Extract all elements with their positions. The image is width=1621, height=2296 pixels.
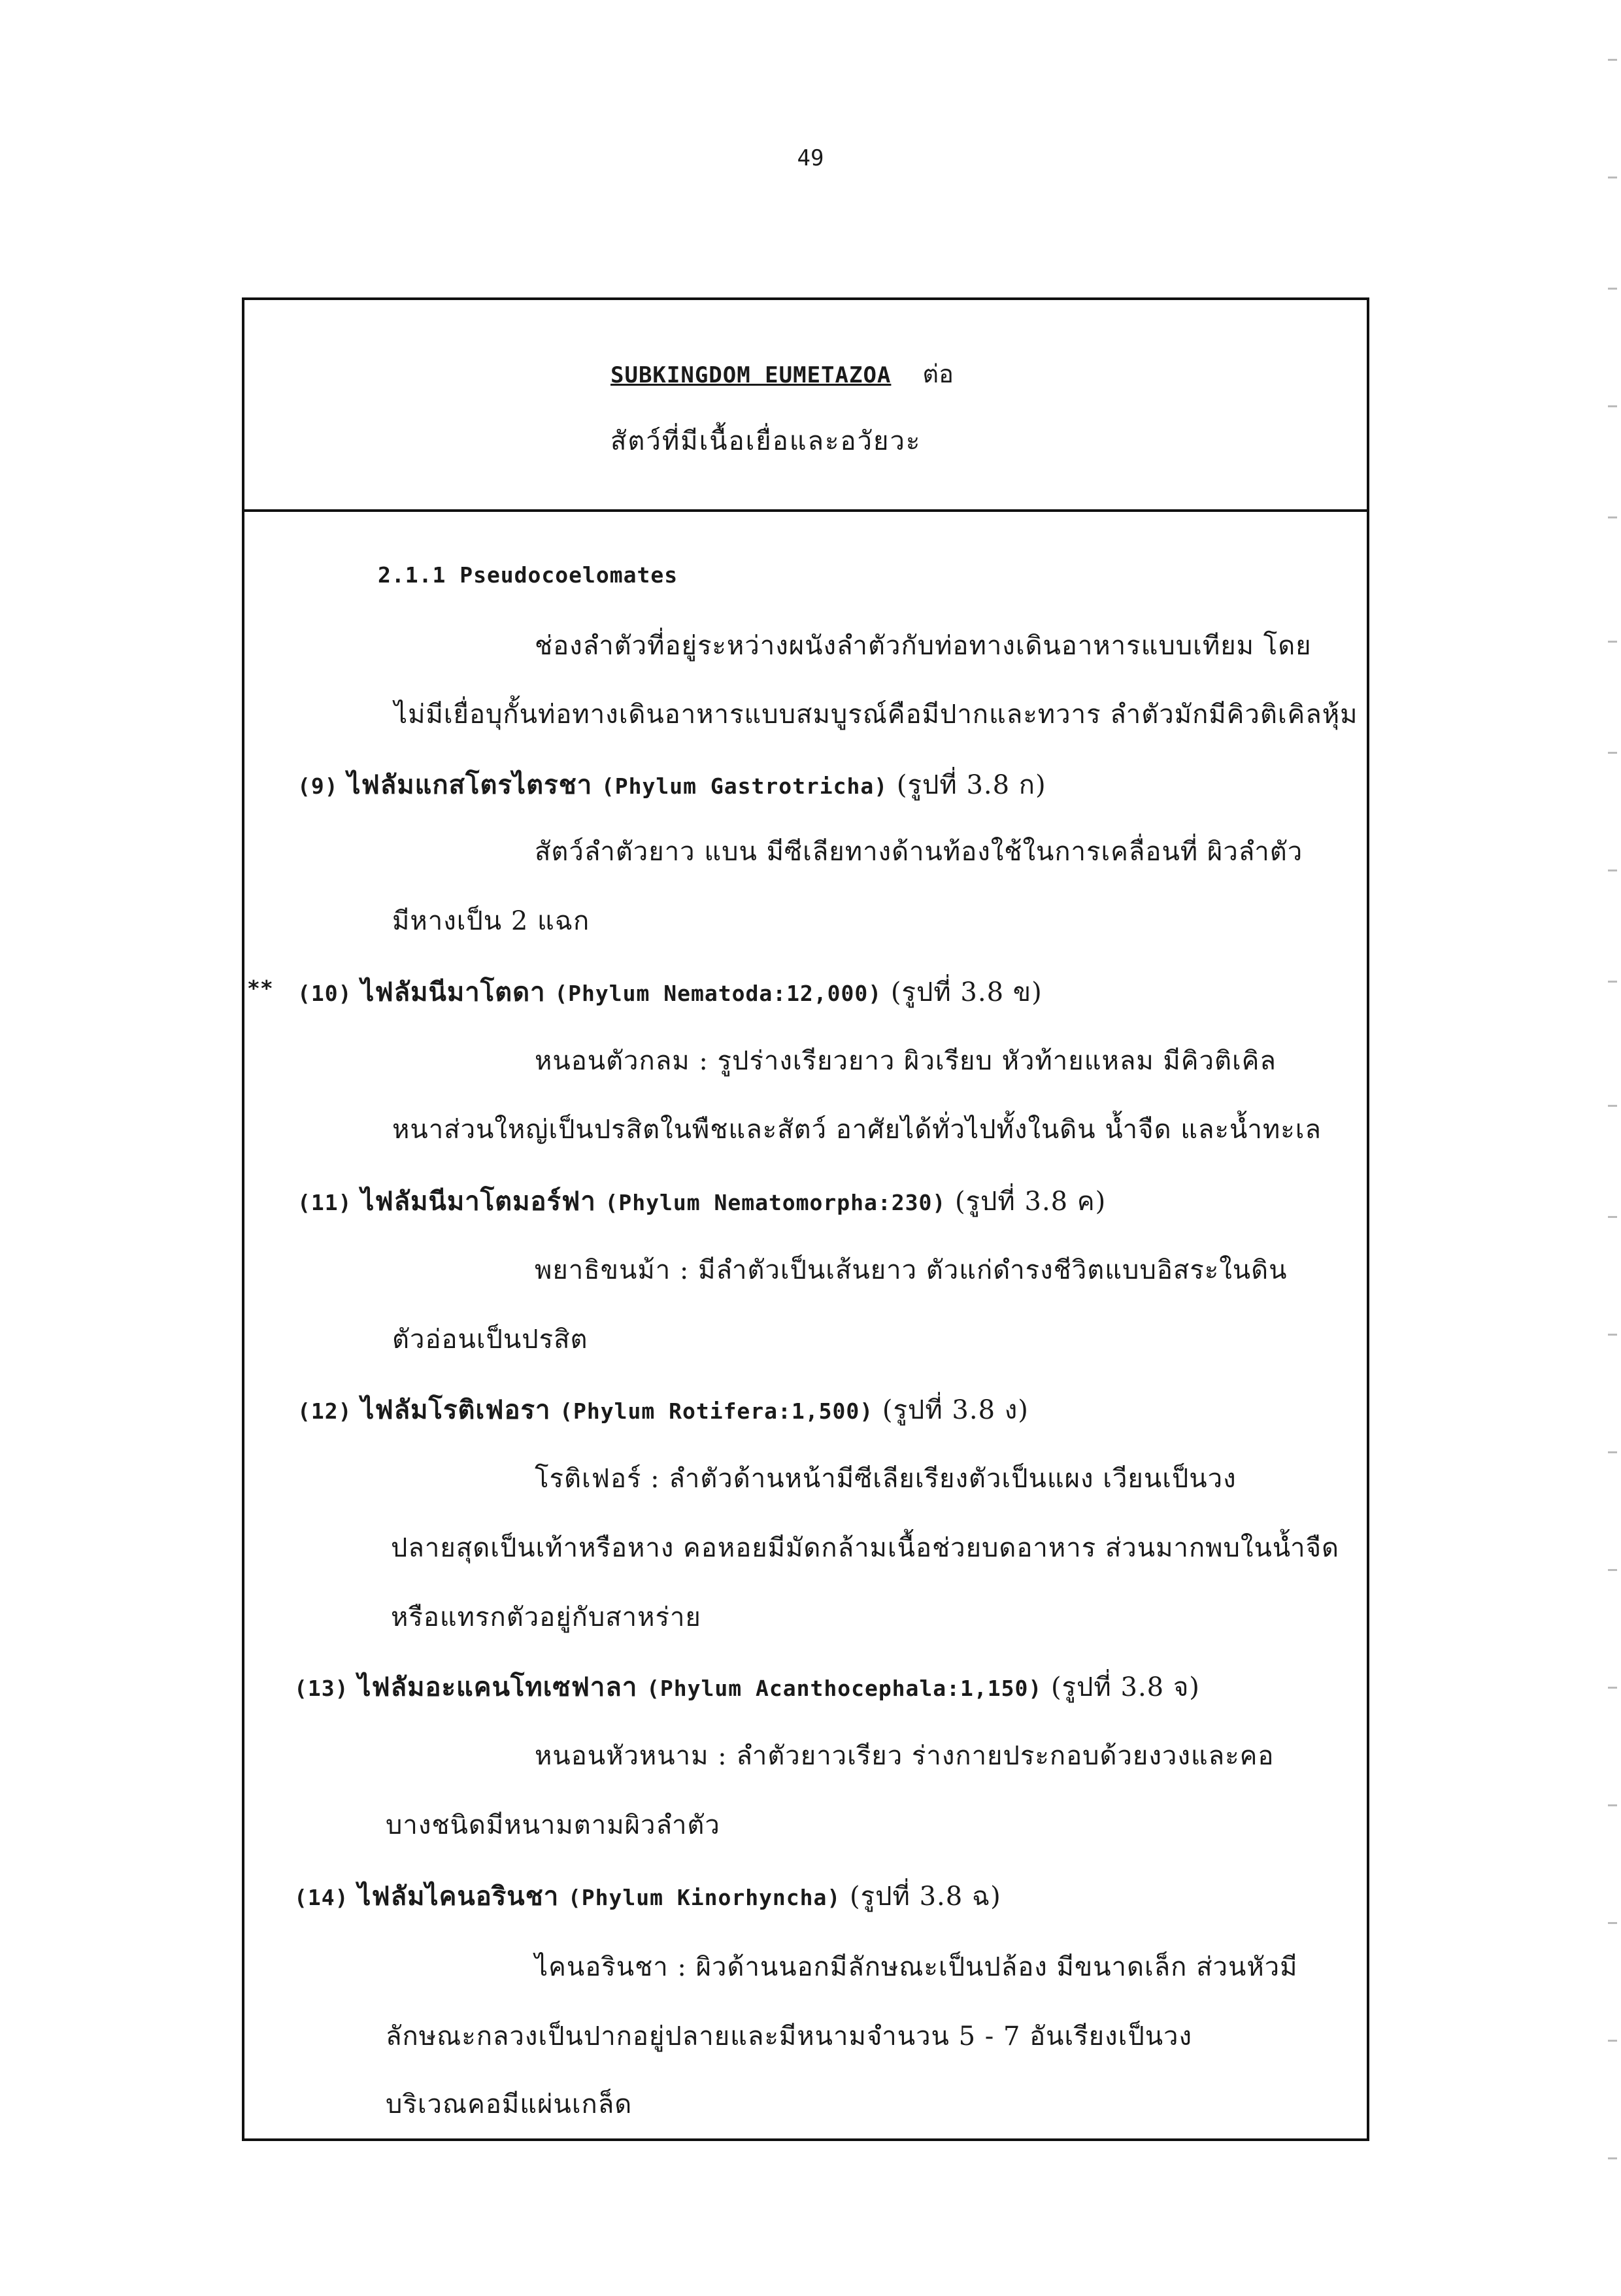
phylum-description-line: ลักษณะกลวงเป็นปากอยู่ปลายและมีหนามจำนวน 5 - 7 อันเรียงเป็นวง <box>386 2021 1193 2051</box>
section-intro-line: ช่องลำตัวที่อยู่ระหว่างผนังลำตัวกับท่อทางเดินอาหารแบบเทียม โดย <box>535 631 1312 661</box>
important-marker: ** <box>247 975 273 1001</box>
figure-reference: (รูปที่ 3.8 ฉ) <box>850 1882 1001 1912</box>
phylum-description-line: หนอนตัวกลม : รูปร่างเรียวยาว ผิวเรียบ หัวท้ายแหลม มีคิวติเคิล <box>535 1046 1277 1076</box>
phylum-heading <box>297 971 1043 1013</box>
header-box <box>244 300 1367 512</box>
phylum-description-line: มีหางเป็น 2 แฉก <box>392 906 590 936</box>
page-title: SUBKINGDOM EUMETAZOA <box>610 362 892 388</box>
phylum-description-line: ตัวอ่อนเป็นปรสิต <box>392 1325 588 1355</box>
phylum-description-line: หนอนหัวหนาม : ลำตัวยาวเรียว ร่างกายประกอบด้วยงวงและคอ <box>535 1741 1275 1771</box>
phylum-number: (9) <box>297 773 339 799</box>
phylum-latin-name: (Phylum Nematoda:12,000) <box>554 981 882 1006</box>
phylum-description-line: โรติเฟอร์ : ลำตัวด้านหน้ามีซีเลียเรียงตัวเป็นแผง เวียนเป็นวง <box>535 1464 1237 1494</box>
figure-reference: (รูปที่ 3.8 ก) <box>896 770 1046 800</box>
scan-edge-marks <box>1601 0 1621 2296</box>
figure-reference: (รูปที่ 3.8 จ) <box>1050 1672 1200 1702</box>
phylum-latin-name: (Phylum Gastrotricha) <box>601 773 888 799</box>
section-heading: 2.1.1 Pseudocoelomates <box>378 562 678 588</box>
phylum-description-line: สัตว์ลำตัวยาว แบน มีซีเลียทางด้านท้องใช้ในการเคลื่อนที่ ผิวลำตัว <box>535 837 1303 867</box>
phylum-heading <box>294 1875 1001 1917</box>
phylum-number: (11) <box>297 1190 352 1215</box>
phylum-description-line: หรือแทรกตัวอยู่กับสาหร่าย <box>391 1602 701 1632</box>
phylum-latin-name: (Phylum Rotifera:1,500) <box>560 1398 874 1424</box>
phylum-heading <box>297 1389 1029 1430</box>
phylum-thai-name: ไฟลัมไคนอรินชา <box>358 1881 560 1912</box>
phylum-description-line: ไคนอรินชา : ผิวด้านนอกมีลักษณะเป็นปล้อง มีขนาดเล็ก ส่วนหัวมี <box>535 1952 1298 1982</box>
phylum-number: (10) <box>297 981 352 1006</box>
figure-reference: (รูปที่ 3.8 ข) <box>890 977 1043 1007</box>
phylum-thai-name: ไฟลัมแกสโตรไตรชา <box>347 769 593 800</box>
phylum-thai-name: ไฟลัมโรติเฟอรา <box>361 1394 551 1425</box>
phylum-latin-name: (Phylum Kinorhyncha) <box>567 1885 841 1910</box>
phylum-description-line: ปลายสุดเป็นเท้าหรือหาง คอหอยมีมัดกล้ามเนื้อช่วยบดอาหาร ส่วนมากพบในน้ำจืด <box>391 1533 1340 1563</box>
phylum-description-line: บริเวณคอมีแผ่นเกล็ด <box>386 2089 633 2119</box>
phylum-thai-name: ไฟลัมอะแคนโทเซฟาลา <box>358 1672 638 1702</box>
page-number: 49 <box>797 145 824 171</box>
phylum-description-line: บางชนิดมีหนามตามผิวลำตัว <box>386 1810 720 1840</box>
title-continued: ต่อ <box>922 360 954 388</box>
phylum-description-line: พยาธิขนม้า : มีลำตัวเป็นเส้นยาว ตัวแก่ดำรงชีวิตแบบอิสระในดิน <box>535 1255 1288 1285</box>
title-line <box>610 354 954 394</box>
phylum-thai-name: ไฟลัมนีมาโตมอร์ฟา <box>361 1186 596 1217</box>
phylum-thai-name: ไฟลัมนีมาโตดา <box>361 977 546 1007</box>
figure-reference: (รูปที่ 3.8 ค) <box>954 1187 1107 1217</box>
subtitle: สัตว์ที่มีเนื้อเยื่อและอวัยวะ <box>610 426 922 456</box>
phylum-latin-name: (Phylum Nematomorpha:230) <box>605 1190 946 1215</box>
phylum-latin-name: (Phylum Acanthocephala:1,150) <box>646 1676 1043 1701</box>
phylum-description-line: หนาส่วนใหญ่เป็นปรสิตในพืชและสัตว์ อาศัยได้ทั่วไปทั้งในดิน น้ำจืด และน้ำทะเล <box>392 1115 1322 1145</box>
phylum-number: (12) <box>297 1398 352 1424</box>
phylum-number: (14) <box>294 1885 349 1910</box>
figure-reference: (รูปที่ 3.8 ง) <box>882 1395 1029 1425</box>
phylum-heading <box>297 1180 1106 1222</box>
phylum-heading <box>294 1666 1200 1708</box>
phylum-number: (13) <box>294 1676 349 1701</box>
phylum-heading <box>297 764 1046 805</box>
section-intro-line: ไม่มีเยื่อบุกั้นท่อทางเดินอาหารแบบสมบูรณ์คือมีปากและทวาร ลำตัวมักมีคิวติเคิลหุ้ม <box>394 700 1358 730</box>
